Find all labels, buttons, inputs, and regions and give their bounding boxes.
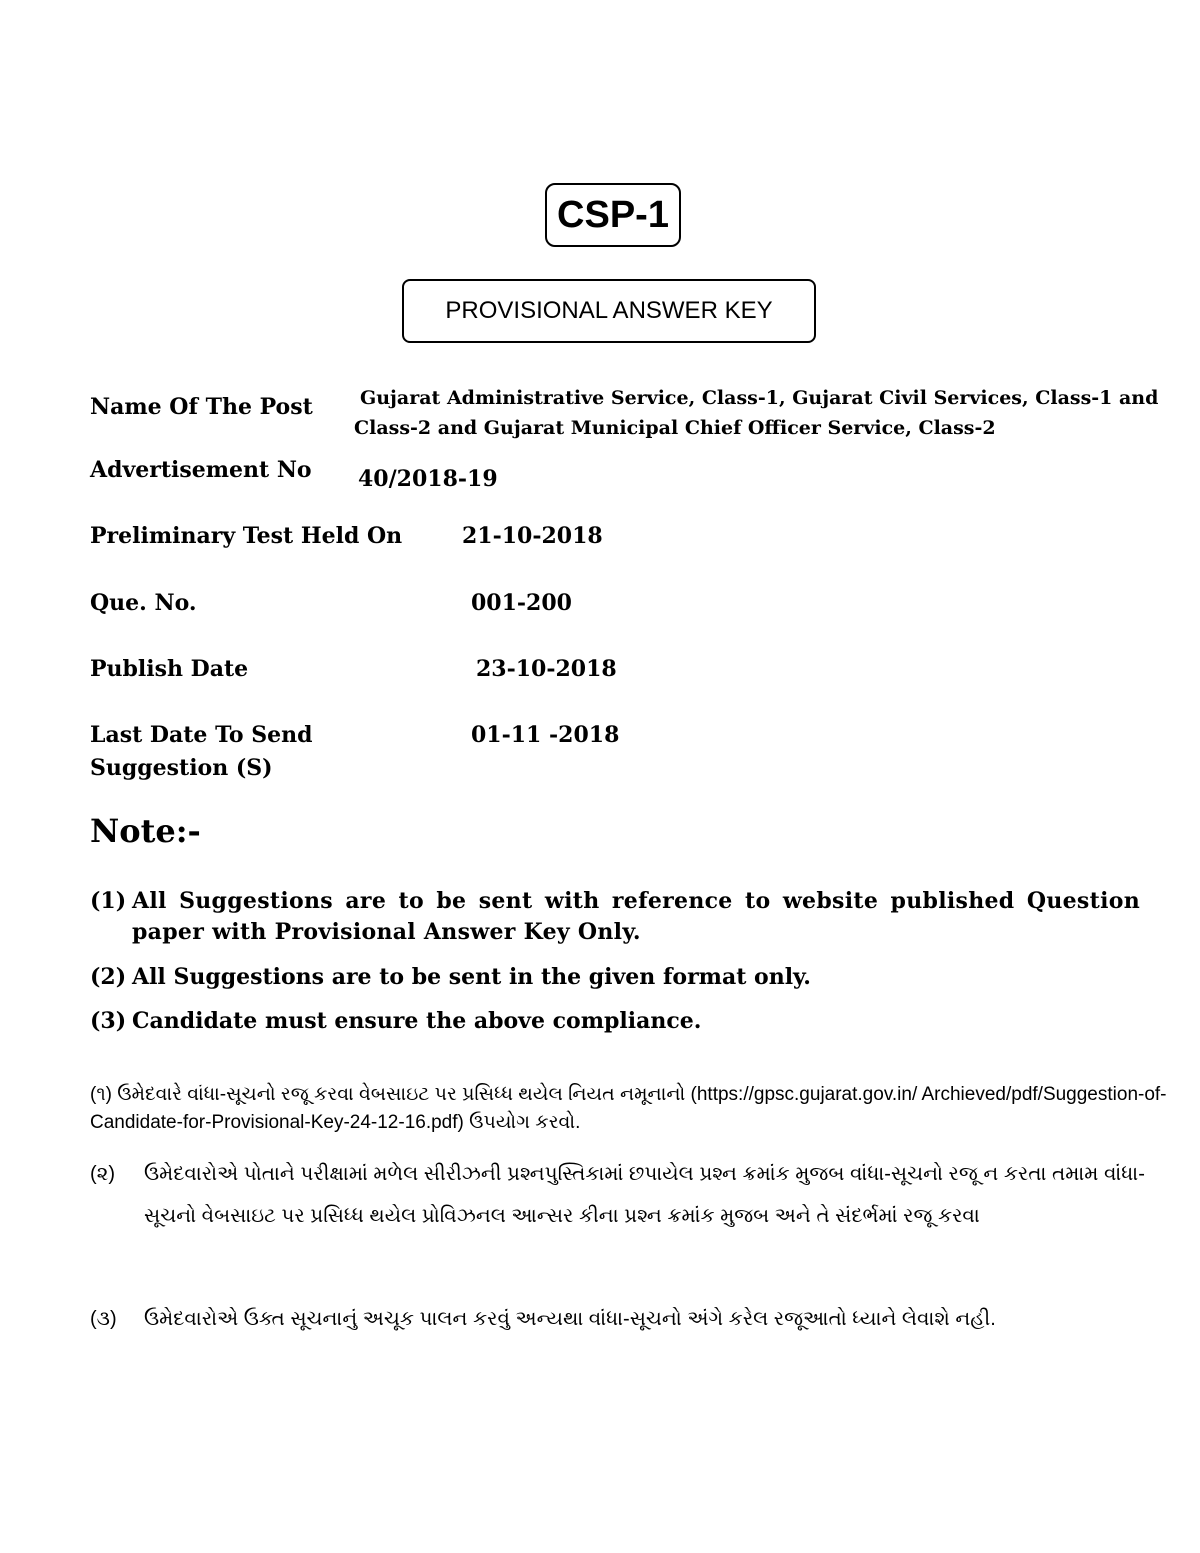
gujarati-note-number: (૨)	[90, 1163, 116, 1185]
note-item-3	[90, 1006, 1140, 1037]
gujarati-note-number: (૩)	[90, 1308, 117, 1330]
last-date-value: 01-11 -2018	[471, 722, 620, 748]
note-number: (3)	[90, 1008, 127, 1034]
test-date-value: 21-10-2018	[462, 523, 603, 549]
gujarati-note-text: ઉમેદવારોએ પોતાને પરીક્ષામાં મળેલ સીરીઝની પ્રશ્નપુસ્તિકામાં છપાયેલ પ્રશ્ન ક્રમાંક મુજબ વાંધા-સૂચનો રજૂ ન કરતા તમામ વાંધા-સૂચનો વેબસાઇટ પર પ્રસિધ્ધ થયેલ પ્રોવિઝનલ આન્સર કીના પ્રશ્ન ક્રમાંક મુજબ અને તે સંદર્ભમાં રજૂ કરવા	[144, 1163, 1145, 1227]
gujarati-note-2	[90, 1153, 1170, 1237]
publish-date-label: Publish Date	[90, 656, 249, 682]
note-number: (1)	[90, 888, 127, 914]
gujarati-note-text: ઉમેદવારોએ ઉક્ત સૂચનાનું અચૂક પાલન કરવું અન્યથા વાંધા-સૂચનો અંગે કરેલ રજૂઆતો ધ્યાને લેવાશે નહી.	[144, 1308, 996, 1330]
note-item-1	[90, 886, 1140, 948]
question-number-value: 001-200	[471, 590, 572, 616]
publish-date-value: 23-10-2018	[476, 656, 617, 682]
advertisement-value: 40/2018-19	[358, 466, 498, 492]
gujarati-note-3	[90, 1298, 1170, 1340]
note-text: All Suggestions are to be sent in the given format only.	[132, 964, 811, 990]
last-date-label-line1: Last Date To Send	[90, 722, 313, 748]
note-text: Candidate must ensure the above compliance.	[132, 1008, 702, 1034]
note-heading: Note:-	[90, 812, 201, 850]
post-value-line2: Class-2 and Gujarat Municipal Chief Officer Service, Class-2	[354, 417, 996, 439]
post-value-line1: Gujarat Administrative Service, Class-1, Gujarat Civil Services, Class-1 and	[360, 387, 1159, 409]
page-title: PROVISIONAL ANSWER KEY	[402, 279, 816, 343]
question-number-label: Que. No.	[90, 590, 197, 616]
gujarati-note-1: (૧) ઉમેદવારે વાંધા-સૂચનો રજૂ કરવા વેબસાઇટ પર પ્રસિધ્ધ થયેલ નિયત નમૂનાનો (https://gpsc.gujarat.gov.in/ Archieved/pdf/Suggestion-of-Candidate-for-Provisional-Key-24-12-16.pdf) ઉપયોગ કરવો.	[90, 1084, 1167, 1133]
paper-code-box: CSP-1	[545, 183, 681, 247]
test-date-label: Preliminary Test Held On	[90, 523, 403, 549]
post-value	[354, 383, 1164, 443]
post-label: Name Of The Post	[90, 394, 313, 420]
last-date-label-line2: Suggestion (S)	[90, 755, 273, 781]
note-number: (2)	[90, 964, 127, 990]
note-text: All Suggestions are to be sent with reference to website published Question paper with Provisional Answer Key Only.	[132, 888, 1140, 945]
note-item-2	[90, 962, 1140, 993]
advertisement-label: Advertisement No	[90, 457, 312, 483]
